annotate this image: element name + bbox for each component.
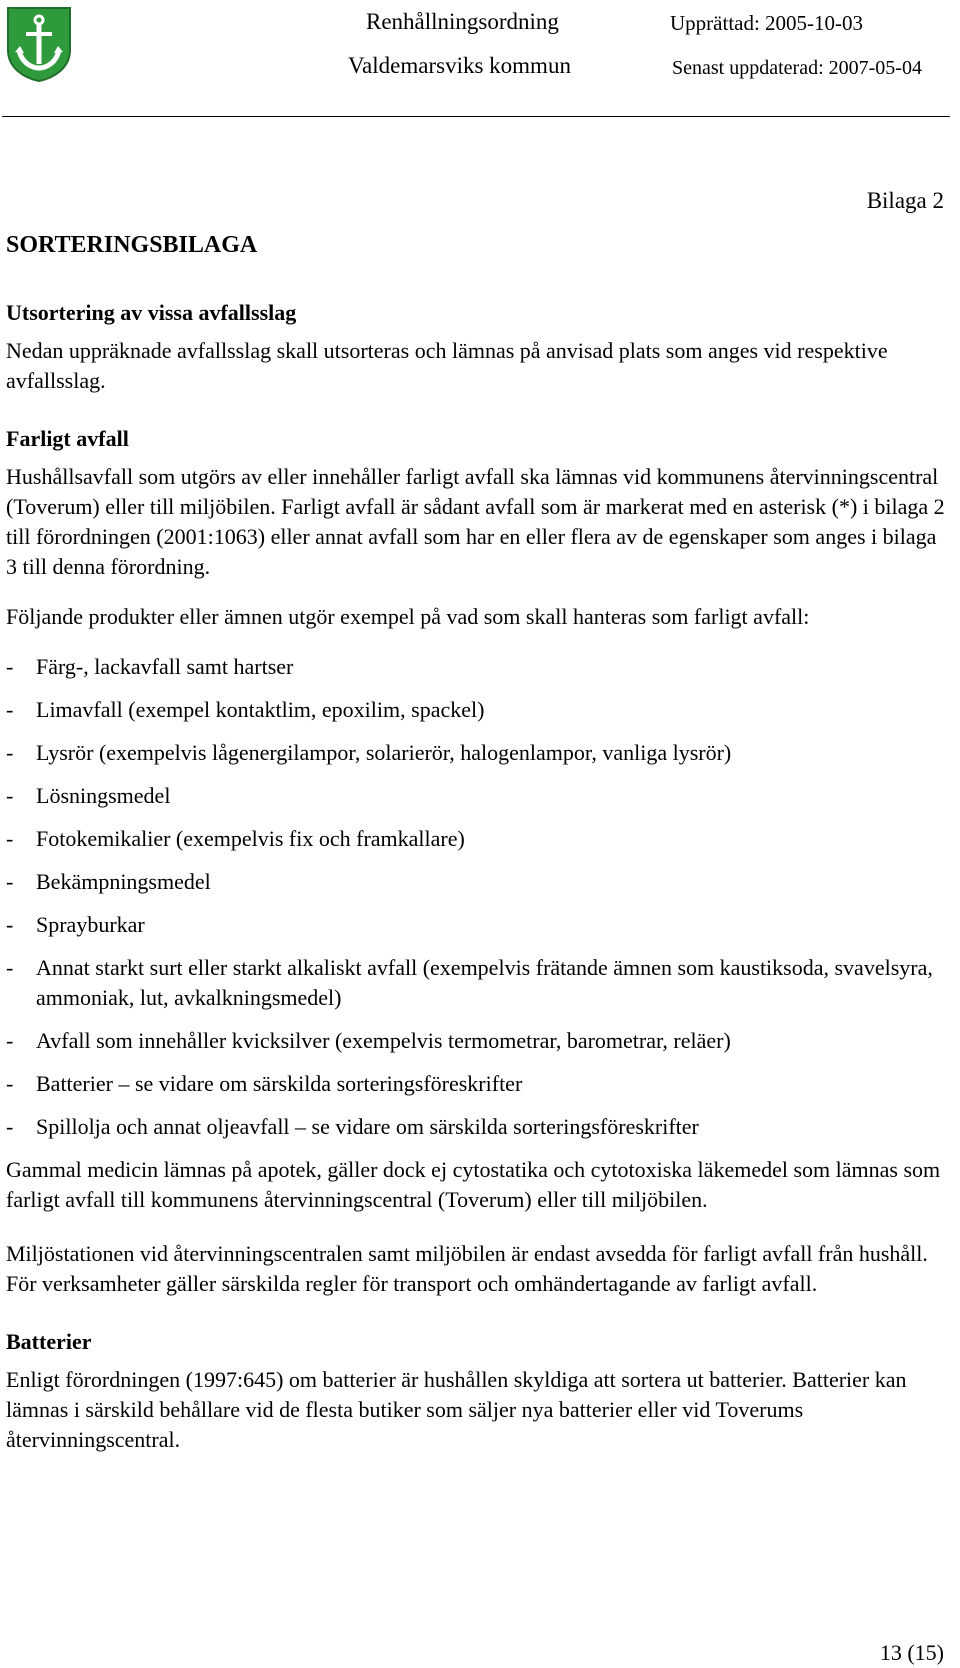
list-item: - Bekämpningsmedel [6,867,946,897]
list-item: - Lysrör (exempelvis lågenergilampor, solarierör, halogenlampor, vanliga lysrör) [6,738,946,768]
list-item: - Annat starkt surt eller starkt alkaliskt avfall (exempelvis frätande ämnen som kaustiksoda, svavelsyra, ammoniak, lut, avkalkningsmedel) [6,953,946,1013]
section-heading-sorting: Utsortering av vissa avfallsslag [6,300,297,325]
header-divider [2,116,950,117]
list-item: - Limavfall (exempel kontaktlim, epoxilim, spackel) [6,695,946,725]
created-date: Upprättad: 2005-10-03 [670,11,864,35]
list-item: - Färg-, lackavfall samt hartser [6,652,946,682]
municipality-name: Valdemarsviks kommun [348,53,571,78]
page-title: SORTERINGSBILAGA [6,232,258,258]
paragraph-batteries: Enligt förordningen (1997:645) om batterier är hushållen skyldiga att sortera ut batterier. Batterier kan lämnas i särskild behållare vid de flesta butiker som säljer nya batterier eller vid Toverums återvinningscentral. [6,1367,907,1452]
list-item: - Spillolja och annat oljeavfall – se vidare om särskilda sorteringsföreskrifter [6,1112,946,1142]
paragraph-hazardous-examples: Följande produkter eller ämnen utgör exempel på vad som skall hanteras som farligt avfall: [6,604,810,629]
updated-date: Senast uppdaterad: 2007-05-04 [672,57,922,79]
section-heading-batteries: Batterier [6,1329,92,1354]
page-header [0,0,960,120]
page-number: 13 (15) [879,1640,944,1665]
anchor-coat-of-arms-icon [6,6,72,82]
hazardous-list [6,652,946,1142]
list-item: - Lösningsmedel [6,781,946,811]
paragraph-environment-station: Miljöstationen vid återvinningscentralen samt miljöbilen är endast avsedda för farligt avfall från hushåll. För verksamheter gäller särskilda regler för transport och omhändertagande av farligt avfall. [6,1241,928,1296]
section-heading-hazardous: Farligt avfall [6,426,129,451]
appendix-label: Bilaga 2 [866,188,944,213]
paragraph-sorting: Nedan uppräknade avfallsslag skall utsorteras och lämnas på anvisad plats som anges vid respektive avfallsslag. [6,338,888,393]
list-item: - Avfall som innehåller kvicksilver (exempelvis termometrar, barometrar, reläer) [6,1026,946,1056]
list-item: - Fotokemikalier (exempelvis fix och framkallare) [6,824,946,854]
document-body [6,298,946,1455]
list-item: - Sprayburkar [6,910,946,940]
paragraph-medicine: Gammal medicin lämnas på apotek, gäller dock ej cytostatika och cytotoxiska läkemedel som lämnas som farligt avfall till kommunens återvinningscentral (Toverum) eller till miljöbilen. [6,1157,941,1212]
document-title: Renhållningsordning [366,9,559,34]
paragraph-hazardous-definition: Hushållsavfall som utgörs av eller innehåller farligt avfall ska lämnas vid kommunens återvinningscentral (Toverum) eller till miljöbilen. Farligt avfall är sådant avfall som är markerat med en asterisk (*) i bilaga 2 till förordningen (2001:1063) eller annat avfall som har en eller flera av de egenskaper som anges i bilaga 3 till denna förordning. [6,464,945,579]
list-item: - Batterier – se vidare om särskilda sorteringsföreskrifter [6,1069,946,1099]
